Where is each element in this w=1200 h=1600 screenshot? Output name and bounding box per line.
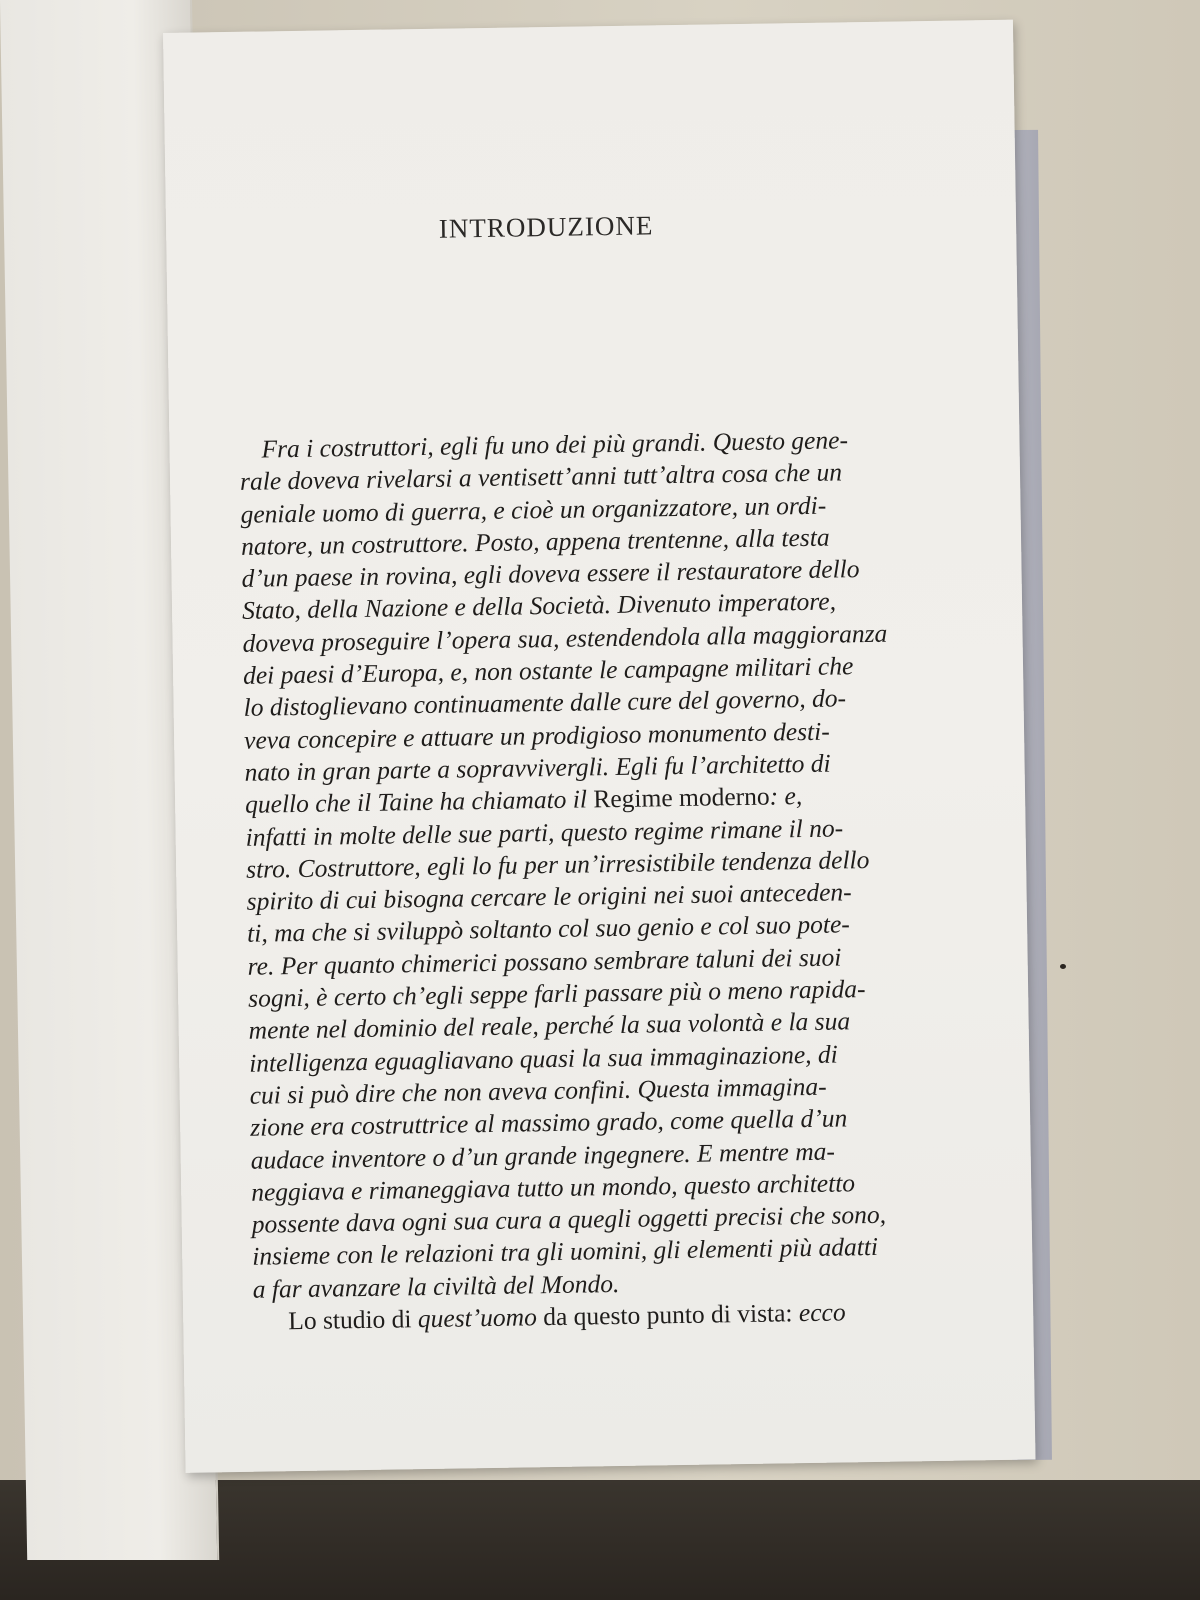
text-line: mente nel dominio del reale, perché la sua volontà e la sua [248, 1006, 851, 1046]
body-text [239, 424, 909, 1339]
text-line: geniale uomo di guerra, e cioè un organizzatore, un ordi- [240, 490, 827, 529]
speck [1060, 964, 1066, 969]
text-line: stro. Costruttore, egli lo fu per un’irresistibile tendenza dello [245, 844, 870, 884]
text-line: lo distoglievano continuamente dalle cure del governo, do- [243, 683, 847, 723]
text-line: audace inventore o d’un grande ingegnere. E mentre ma- [250, 1136, 836, 1175]
text-segment-roman: Regime moderno [593, 781, 770, 814]
text-segment-roman: Lo studio di [288, 1304, 419, 1336]
text-line: neggiava e rimaneggiava tutto un mondo, questo architetto [250, 1168, 856, 1207]
text-line: ti, ma che si sviluppò soltanto col suo genio e col suo pote- [246, 909, 851, 949]
text-line: Stato, della Nazione e della Società. Divenuto imperatore, [241, 586, 837, 626]
text-line: possente dava ogni sua cura a quegli oggetti precisi che sono, [251, 1199, 887, 1239]
text-line: rale doveva rivelarsi a ventisett’anni tutt’altra cosa che un [239, 457, 843, 497]
text-line: Fra i costruttori, egli fu uno dei più grandi. Questo gene- [261, 425, 849, 464]
book-page [163, 20, 1036, 1473]
text-line: cui si può dire che non aveva confini. Questa immagina- [249, 1071, 827, 1110]
text-line: insieme con le relazioni tra gli uomini, gli elementi più adatti [252, 1232, 879, 1272]
text-line: veva concepire e attuare un prodigioso monumento desti- [243, 716, 830, 755]
text-line: doveva proseguire l’opera sua, estendendola alla maggioranza [242, 618, 888, 658]
text-line: re. Per quanto chimerici possano sembrare taluni dei suoi [247, 942, 842, 981]
text-line: zione era costruttrice al massimo grado, come quella d’un [249, 1103, 848, 1142]
text-line: infatti in molte delle sue parti, questo regime rimane il no- [245, 812, 844, 852]
text-segment: quello che il Taine ha chiamato il [244, 784, 594, 820]
text-segment: : e, [769, 781, 803, 811]
text-line: spirito di cui bisogna cercare le origini nei suoi anteceden- [246, 877, 852, 916]
text-line: sogni, è certo ch’egli seppe farli passare più o meno rapida- [247, 974, 866, 1013]
text-segment-roman: da questo punto di vista: [536, 1298, 800, 1332]
text-line: intelligenza eguagliavano quasi la sua immaginazione, di [248, 1039, 838, 1078]
text-line: d’un paese in rovina, egli doveva essere il restauratore dello [241, 554, 860, 594]
text-line: a far avanzare la civiltà del Mondo. [252, 1268, 620, 1304]
text-segment-italic: quest’uomo [417, 1302, 538, 1334]
text-line: dei paesi d’Europa, e, non ostante le campagne militari che [242, 651, 854, 690]
text-line: nato in gran parte a sopravvivergli. Egli fu l’architetto di [244, 748, 831, 787]
text-segment-italic: ecco [798, 1297, 846, 1328]
chapter-title: INTRODUZIONE [438, 210, 654, 244]
text-line: natore, un costruttore. Posto, appena trentenne, alla testa [240, 522, 830, 561]
